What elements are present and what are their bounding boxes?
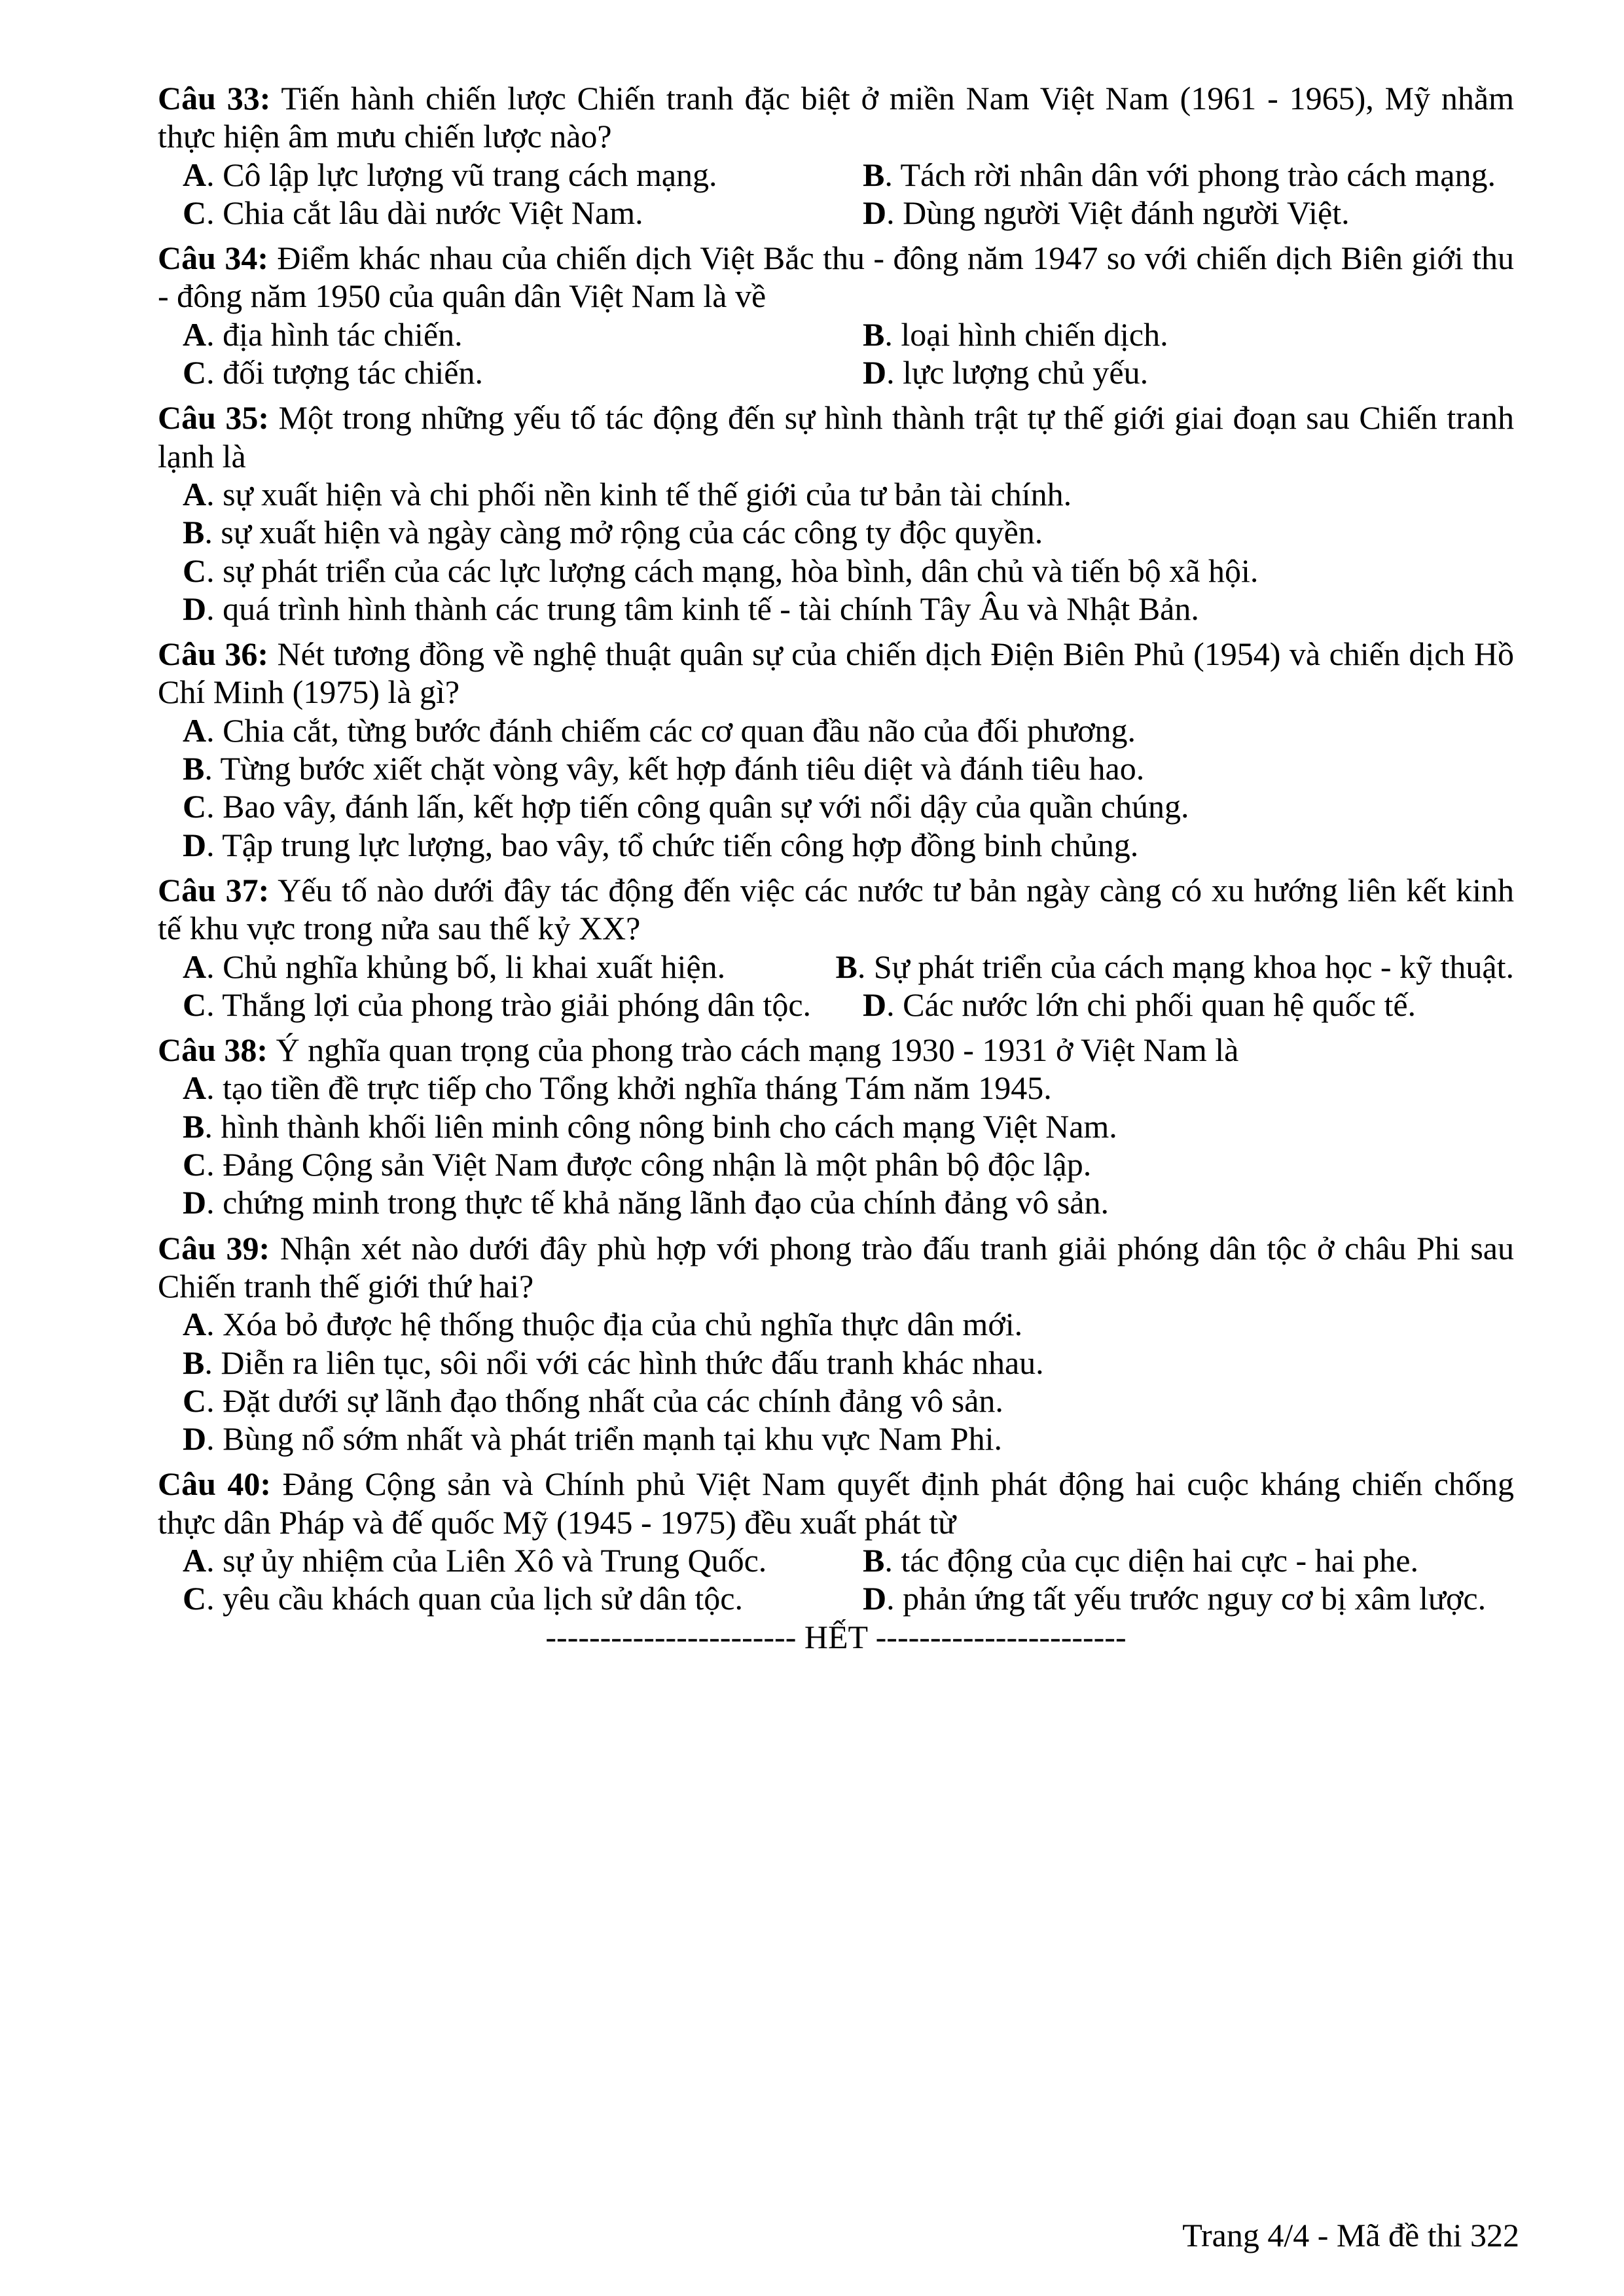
options-row (158, 1541, 1514, 1579)
option-text: . hình thành khối liên minh công nông binh cho cách mạng Việt Nam. (204, 1107, 1117, 1145)
answer-option (863, 315, 1168, 353)
question (158, 239, 1514, 391)
question (158, 871, 1514, 1024)
option-key: B (863, 1541, 885, 1579)
option-key: C (183, 1580, 207, 1617)
options-row (158, 315, 1514, 353)
option-text: . Diễn ra liên tục, sôi nổi với các hình thức đấu tranh khác nhau. (204, 1344, 1044, 1381)
answer-option (863, 353, 1148, 391)
option-key: C (183, 552, 207, 589)
question-text: Đảng Cộng sản và Chính phủ Việt Nam quyết định phát động hai cuộc kháng chiến chống thực dân Pháp và đế quốc Mỹ (1945 - 1975) đều xuất phát từ (158, 1465, 1514, 1541)
option-text: . lực lượng chủ yếu. (886, 354, 1149, 391)
answer-option (183, 1579, 863, 1617)
option-key: B (863, 156, 885, 193)
question (158, 79, 1514, 232)
option-key: C (183, 1146, 207, 1183)
option-key: A (183, 315, 207, 353)
question-stem (158, 399, 1514, 475)
answer-option (158, 711, 1514, 749)
answer-option (158, 475, 1514, 513)
option-text: . sự xuất hiện và ngày càng mở rộng của các công ty độc quyền. (204, 514, 1043, 551)
option-text: . Chia cắt lâu dài nước Việt Nam. (206, 194, 643, 231)
option-text: . Cô lập lực lượng vũ trang cách mạng. (206, 156, 717, 193)
option-key: C (183, 986, 207, 1023)
option-key: A (183, 948, 207, 985)
answer-option (158, 1344, 1514, 1382)
question-number: Câu 38: (158, 1031, 268, 1069)
option-key: A (183, 1306, 207, 1343)
question-text: Ý nghĩa quan trọng của phong trào cách mạng 1930 - 1931 ở Việt Nam là (276, 1031, 1239, 1069)
option-text: . Chia cắt, từng bước đánh chiếm các cơ quan đầu não của đối phương. (206, 711, 1136, 749)
question-text: Nét tương đồng về nghệ thuật quân sự của chiến dịch Điện Biên Phủ (1954) và chiến dịch Hồ Chí Minh (1975) là gì? (158, 636, 1514, 711)
answer-option (863, 194, 1350, 232)
question-number: Câu 35: (158, 399, 270, 437)
option-key: C (183, 1382, 207, 1419)
options-row (158, 194, 1514, 232)
options-row (158, 1579, 1514, 1617)
option-text: . yêu cầu khách quan của lịch sử dân tộc. (206, 1580, 743, 1617)
answer-option (158, 1183, 1514, 1221)
option-key: D (863, 194, 887, 231)
question-stem (158, 871, 1514, 948)
option-text: . tác động của cục diện hai cực - hai phe. (884, 1541, 1418, 1579)
question-text: Tiến hành chiến lược Chiến tranh đặc biệt ở miền Nam Việt Nam (1961 - 1965), Mỹ nhằm thực hiện âm mưu chiến lược nào? (158, 80, 1514, 155)
answer-option (863, 986, 1416, 1024)
question-number: Câu 37: (158, 871, 270, 908)
answer-option (183, 986, 863, 1024)
option-text: . sự ủy nhiệm của Liên Xô và Trung Quốc. (206, 1541, 767, 1579)
option-key: B (183, 750, 205, 787)
answer-option (183, 948, 835, 986)
question-number: Câu 40: (158, 1465, 272, 1503)
option-text: . tạo tiền đề trực tiếp cho Tổng khởi nghĩa tháng Tám năm 1945. (206, 1069, 1052, 1107)
option-text: . Các nước lớn chi phối quan hệ quốc tế. (886, 986, 1416, 1023)
option-text: . sự phát triển của các lực lượng cách mạng, hòa bình, dân chủ và tiến bộ xã hội. (206, 552, 1259, 589)
answer-option (863, 1579, 1486, 1617)
option-text: . quá trình hình thành các trung tâm kinh tế - tài chính Tây Âu và Nhật Bản. (206, 590, 1199, 627)
question-text: Điểm khác nhau của chiến dịch Việt Bắc thu - đông năm 1947 so với chiến dịch Biên giới thu - đông năm 1950 của quân dân Việt Nam là về (158, 240, 1514, 315)
option-text: . Xóa bỏ được hệ thống thuộc địa của chủ nghĩa thực dân mới. (206, 1306, 1023, 1343)
answer-option (158, 826, 1514, 864)
answer-option (863, 1541, 1418, 1579)
option-key: B (183, 514, 205, 551)
options-row (158, 156, 1514, 194)
option-text: . sự xuất hiện và chi phối nền kinh tế thế giới của tư bản tài chính. (206, 475, 1072, 512)
end-marker: ----------------------- HẾT ----------------------- (545, 1618, 1127, 1655)
option-text: . Thắng lợi của phong trào giải phóng dân tộc. (206, 986, 812, 1023)
option-key: D (863, 354, 887, 391)
question-number: Câu 34: (158, 240, 268, 277)
option-key: A (183, 475, 207, 512)
answer-option (158, 590, 1514, 628)
option-key: D (183, 590, 207, 627)
option-key: D (183, 1420, 207, 1458)
question-stem (158, 239, 1514, 315)
question-text: Nhận xét nào dưới đây phù hợp với phong trào đấu tranh giải phóng dân tộc ở châu Phi sau Chiến tranh thế giới thứ hai? (158, 1229, 1514, 1304)
option-key: A (183, 711, 207, 749)
question-text: Một trong những yếu tố tác động đến sự hình thành trật tự thế giới giai đoạn sau Chiến tranh lạnh là (158, 399, 1514, 475)
option-text: . đối tượng tác chiến. (206, 354, 483, 391)
answer-option (183, 353, 863, 391)
option-key: B (183, 1344, 205, 1381)
question (158, 1229, 1514, 1458)
question-stem (158, 1031, 1514, 1069)
option-text: . Chủ nghĩa khủng bố, li khai xuất hiện. (206, 948, 726, 985)
option-text: . Từng bước xiết chặt vòng vây, kết hợp đánh tiêu diệt và đánh tiêu hao. (204, 750, 1145, 787)
option-key: D (863, 1580, 887, 1617)
question-number: Câu 39: (158, 1229, 270, 1266)
option-key: D (863, 986, 887, 1023)
option-text: . Đảng Cộng sản Việt Nam được công nhận là một phân bộ độc lập. (206, 1146, 1092, 1183)
answer-option (158, 1069, 1514, 1107)
question-number: Câu 33: (158, 80, 271, 117)
option-key: C (183, 194, 207, 231)
option-key: B (183, 1107, 205, 1145)
option-key: A (183, 1069, 207, 1107)
answer-option (158, 749, 1514, 787)
question-stem (158, 79, 1514, 156)
question (158, 399, 1514, 628)
option-key: A (183, 1541, 207, 1579)
option-text: . Bùng nổ sớm nhất và phát triển mạnh tại khu vực Nam Phi. (206, 1420, 1002, 1458)
option-key: B (835, 948, 857, 985)
question-stem (158, 635, 1514, 711)
option-key: A (183, 156, 207, 193)
question-stem (158, 1465, 1514, 1541)
options-row (158, 986, 1514, 1024)
options-row (158, 353, 1514, 391)
answer-option (835, 948, 1514, 986)
answer-option (158, 787, 1514, 825)
option-text: . địa hình tác chiến. (206, 315, 463, 353)
answer-option (863, 156, 1496, 194)
answer-option (158, 1305, 1514, 1343)
answer-option (158, 1420, 1514, 1458)
question-number: Câu 36: (158, 636, 269, 673)
options-row (158, 948, 1514, 986)
option-text: . Bao vây, đánh lấn, kết hợp tiến công quân sự với nổi dậy của quần chúng. (206, 788, 1189, 825)
page-footer: Trang 4/4 - Mã đề thi 322 (1182, 2217, 1519, 2253)
option-key: D (183, 826, 207, 863)
answer-option (158, 1145, 1514, 1183)
question-text: Yếu tố nào dưới đây tác động đến việc các nước tư bản ngày càng có xu hướng liên kết kinh tế khu vực trong nửa sau thế kỷ XX? (158, 871, 1514, 947)
option-text: . chứng minh trong thực tế khả năng lãnh đạo của chính đảng vô sản. (206, 1184, 1109, 1221)
option-text: . Dùng người Việt đánh người Việt. (886, 194, 1350, 231)
option-key: B (863, 315, 885, 353)
answer-option (183, 156, 863, 194)
option-key: D (183, 1184, 207, 1221)
option-key: C (183, 354, 207, 391)
answer-option (158, 513, 1514, 551)
answer-option (158, 1382, 1514, 1420)
option-text: . Đặt dưới sự lãnh đạo thống nhất của các chính đảng vô sản. (206, 1382, 1003, 1419)
answer-option (158, 552, 1514, 590)
exam-page-content (158, 79, 1514, 1656)
answer-option (183, 315, 863, 353)
answer-option (183, 1541, 863, 1579)
option-text: . Tập trung lực lượng, bao vây, tổ chức tiến công hợp đồng binh chủng. (206, 826, 1139, 863)
answer-option (183, 194, 863, 232)
option-text: . Sự phát triển của cách mạng khoa học - kỹ thuật. (857, 948, 1514, 985)
question (158, 1465, 1514, 1617)
question-stem (158, 1229, 1514, 1306)
answer-option (158, 1107, 1514, 1145)
question (158, 635, 1514, 864)
option-key: C (183, 788, 207, 825)
option-text: . loại hình chiến dịch. (884, 315, 1168, 353)
option-text: . phản ứng tất yếu trước nguy cơ bị xâm lược. (886, 1580, 1487, 1617)
option-text: . Tách rời nhân dân với phong trào cách mạng. (884, 156, 1496, 193)
question (158, 1031, 1514, 1221)
